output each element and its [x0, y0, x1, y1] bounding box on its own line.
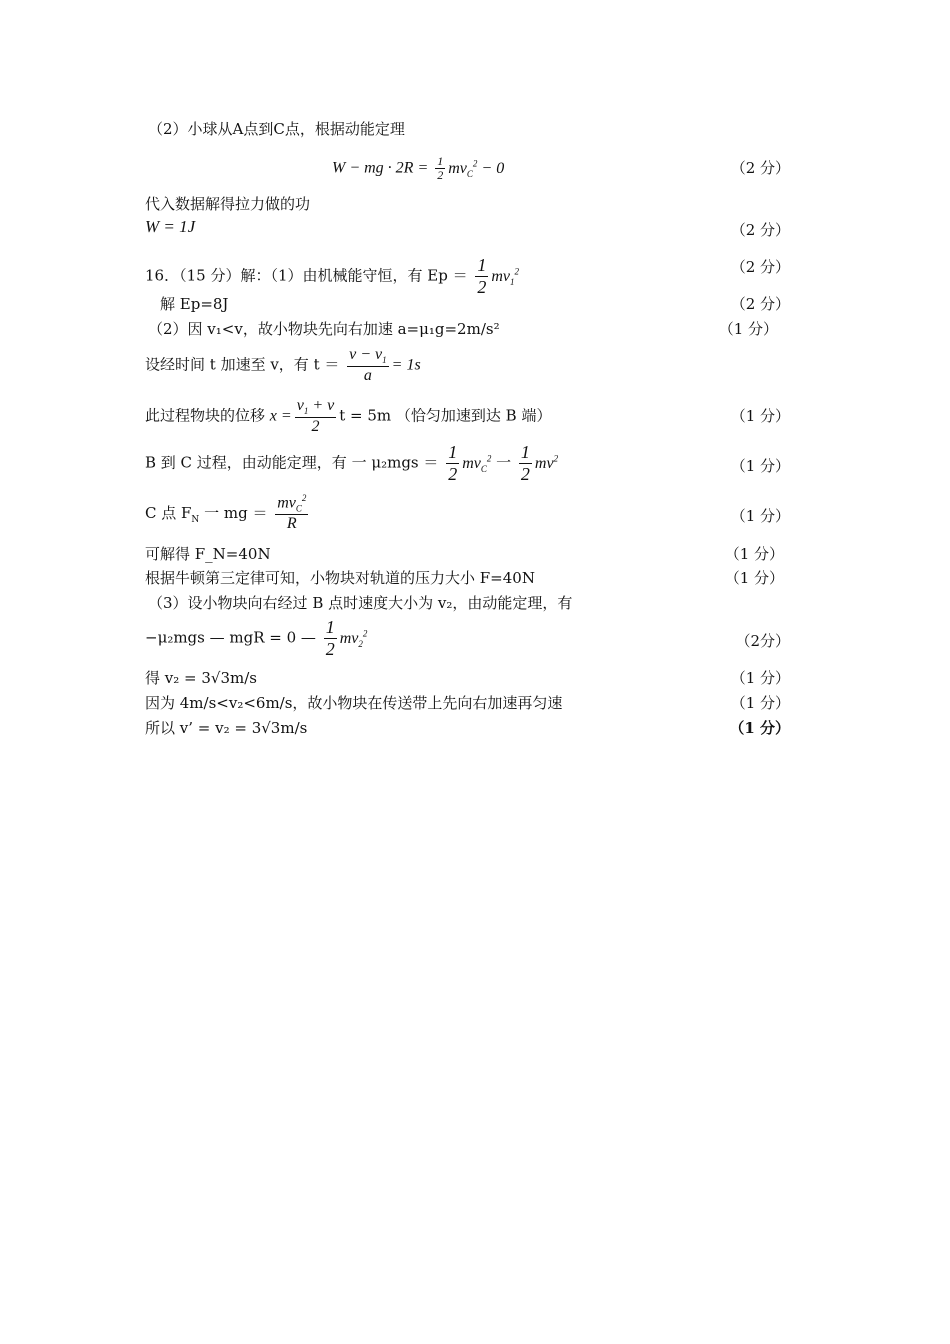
- point-c-mid: 一 mg ＝: [204, 503, 268, 522]
- score-label: （1 分）: [730, 457, 790, 475]
- displacement-text: 此过程物块的位移: [145, 406, 266, 425]
- score-label: （2分）: [735, 632, 790, 650]
- step-2-accel: （2）因 v₁<v，故小物块先向右加速 a=μ₁g=2m/s²: [148, 320, 500, 338]
- fraction-avg-velocity: $\frac{v_1 + v}{2}$: [296, 397, 335, 436]
- point-c-text: C 点 F: [145, 503, 192, 522]
- score-label: （1 分）: [718, 320, 778, 338]
- final-velocity: 所以 v’ = v₂ = 3√3m/s: [145, 719, 308, 737]
- work-result: W = 1J: [145, 217, 196, 236]
- fraction-half: $\frac{1}{2}$: [448, 442, 458, 484]
- point-c-force: C 点 $F_N$ 一 mg ＝ $\frac{mv_C^2}{R}$: [145, 493, 307, 533]
- score-label: （2 分）: [730, 295, 790, 313]
- bc-energy: B 到 C 过程，由动能定理，有 一 μ₂mgs ＝ $\frac{1}{2}$ $mv_C^2$ 一 $\frac{1}{2}$ $mv^2$: [145, 442, 559, 484]
- time-result: = 1s: [391, 356, 421, 374]
- score-label: （1 分）: [730, 669, 790, 687]
- work-energy-formula: W − mg · 2R = $\frac{1}{2}$ $mv_C^2 - 0$: [332, 154, 505, 183]
- score-label: （2 分）: [730, 258, 790, 276]
- question-16-intro: [145, 256, 519, 297]
- newton-third-law: 根据牛顿第三定律可知，小物块对轨道的压力大小 F=40N: [145, 569, 535, 587]
- score-label: （1 分）: [724, 545, 784, 563]
- step-3-energy: −μ₂mgs — mgR = 0 — $\frac{1}{2}$ $mv_2^2$: [145, 617, 368, 659]
- step-3-text: −μ₂mgs — mgR = 0 —: [145, 628, 316, 647]
- fraction-half: $\frac{1}{2}$: [477, 255, 487, 297]
- bc-text: B 到 C 过程，由动能定理，有 一 μ₂mgs ＝: [145, 453, 439, 472]
- score-label: （1 分）: [730, 407, 790, 425]
- fraction-half: $\frac{1}{2}$: [520, 442, 530, 484]
- fraction-time: $\frac{v - v_1}{a}$: [349, 346, 387, 385]
- fraction-half: $\frac{1}{2}$: [437, 154, 444, 183]
- q16-text: 16．（15 分）解：（1）由机械能守恒，有 Ep ＝: [145, 266, 468, 285]
- substitute-text: 代入数据解得拉力做的功: [145, 195, 311, 213]
- displacement-result: t = 5m （恰匀加速到达 B 端）: [339, 406, 552, 425]
- v2-range: 因为 4m/s<v₂<6m/s，故小物块在传送带上先向右加速再匀速: [145, 694, 563, 712]
- time-text: 设经时间 t 加速至 v，有 t ＝: [145, 355, 340, 374]
- score-label: （1 分）: [730, 694, 790, 712]
- score-label: （1 分）: [729, 719, 790, 737]
- score-label: （2 分）: [730, 159, 790, 177]
- score-label: （2 分）: [730, 221, 790, 239]
- displacement-calc: 此过程物块的位移 x = $\frac{v_1 + v}{2}$ t = 5m （恰匀加速到达 B 端）: [145, 397, 552, 436]
- ep-result: 解 Ep=8J: [160, 295, 229, 313]
- step-3-intro: （3）设小物块向右经过 B 点时速度大小为 v₂，由动能定理，有: [148, 594, 573, 612]
- score-label: （1 分）: [724, 569, 784, 587]
- time-calc: [145, 346, 421, 385]
- normal-force-result: 可解得 F_N=40N: [145, 545, 271, 563]
- fraction-half: $\frac{1}{2}$: [325, 617, 335, 659]
- v2-result: 得 v₂ = 3√3m/s: [145, 669, 257, 687]
- score-label: （1 分）: [730, 507, 790, 525]
- fraction-centripetal: $\frac{mv_C^2}{R}$: [277, 493, 307, 533]
- step-2-heading: （2）小球从A点到C点，根据动能定理: [148, 120, 405, 138]
- formula-text: W − mg · 2R =: [332, 159, 433, 177]
- kinetic-term: $mv_1^2$: [491, 266, 520, 287]
